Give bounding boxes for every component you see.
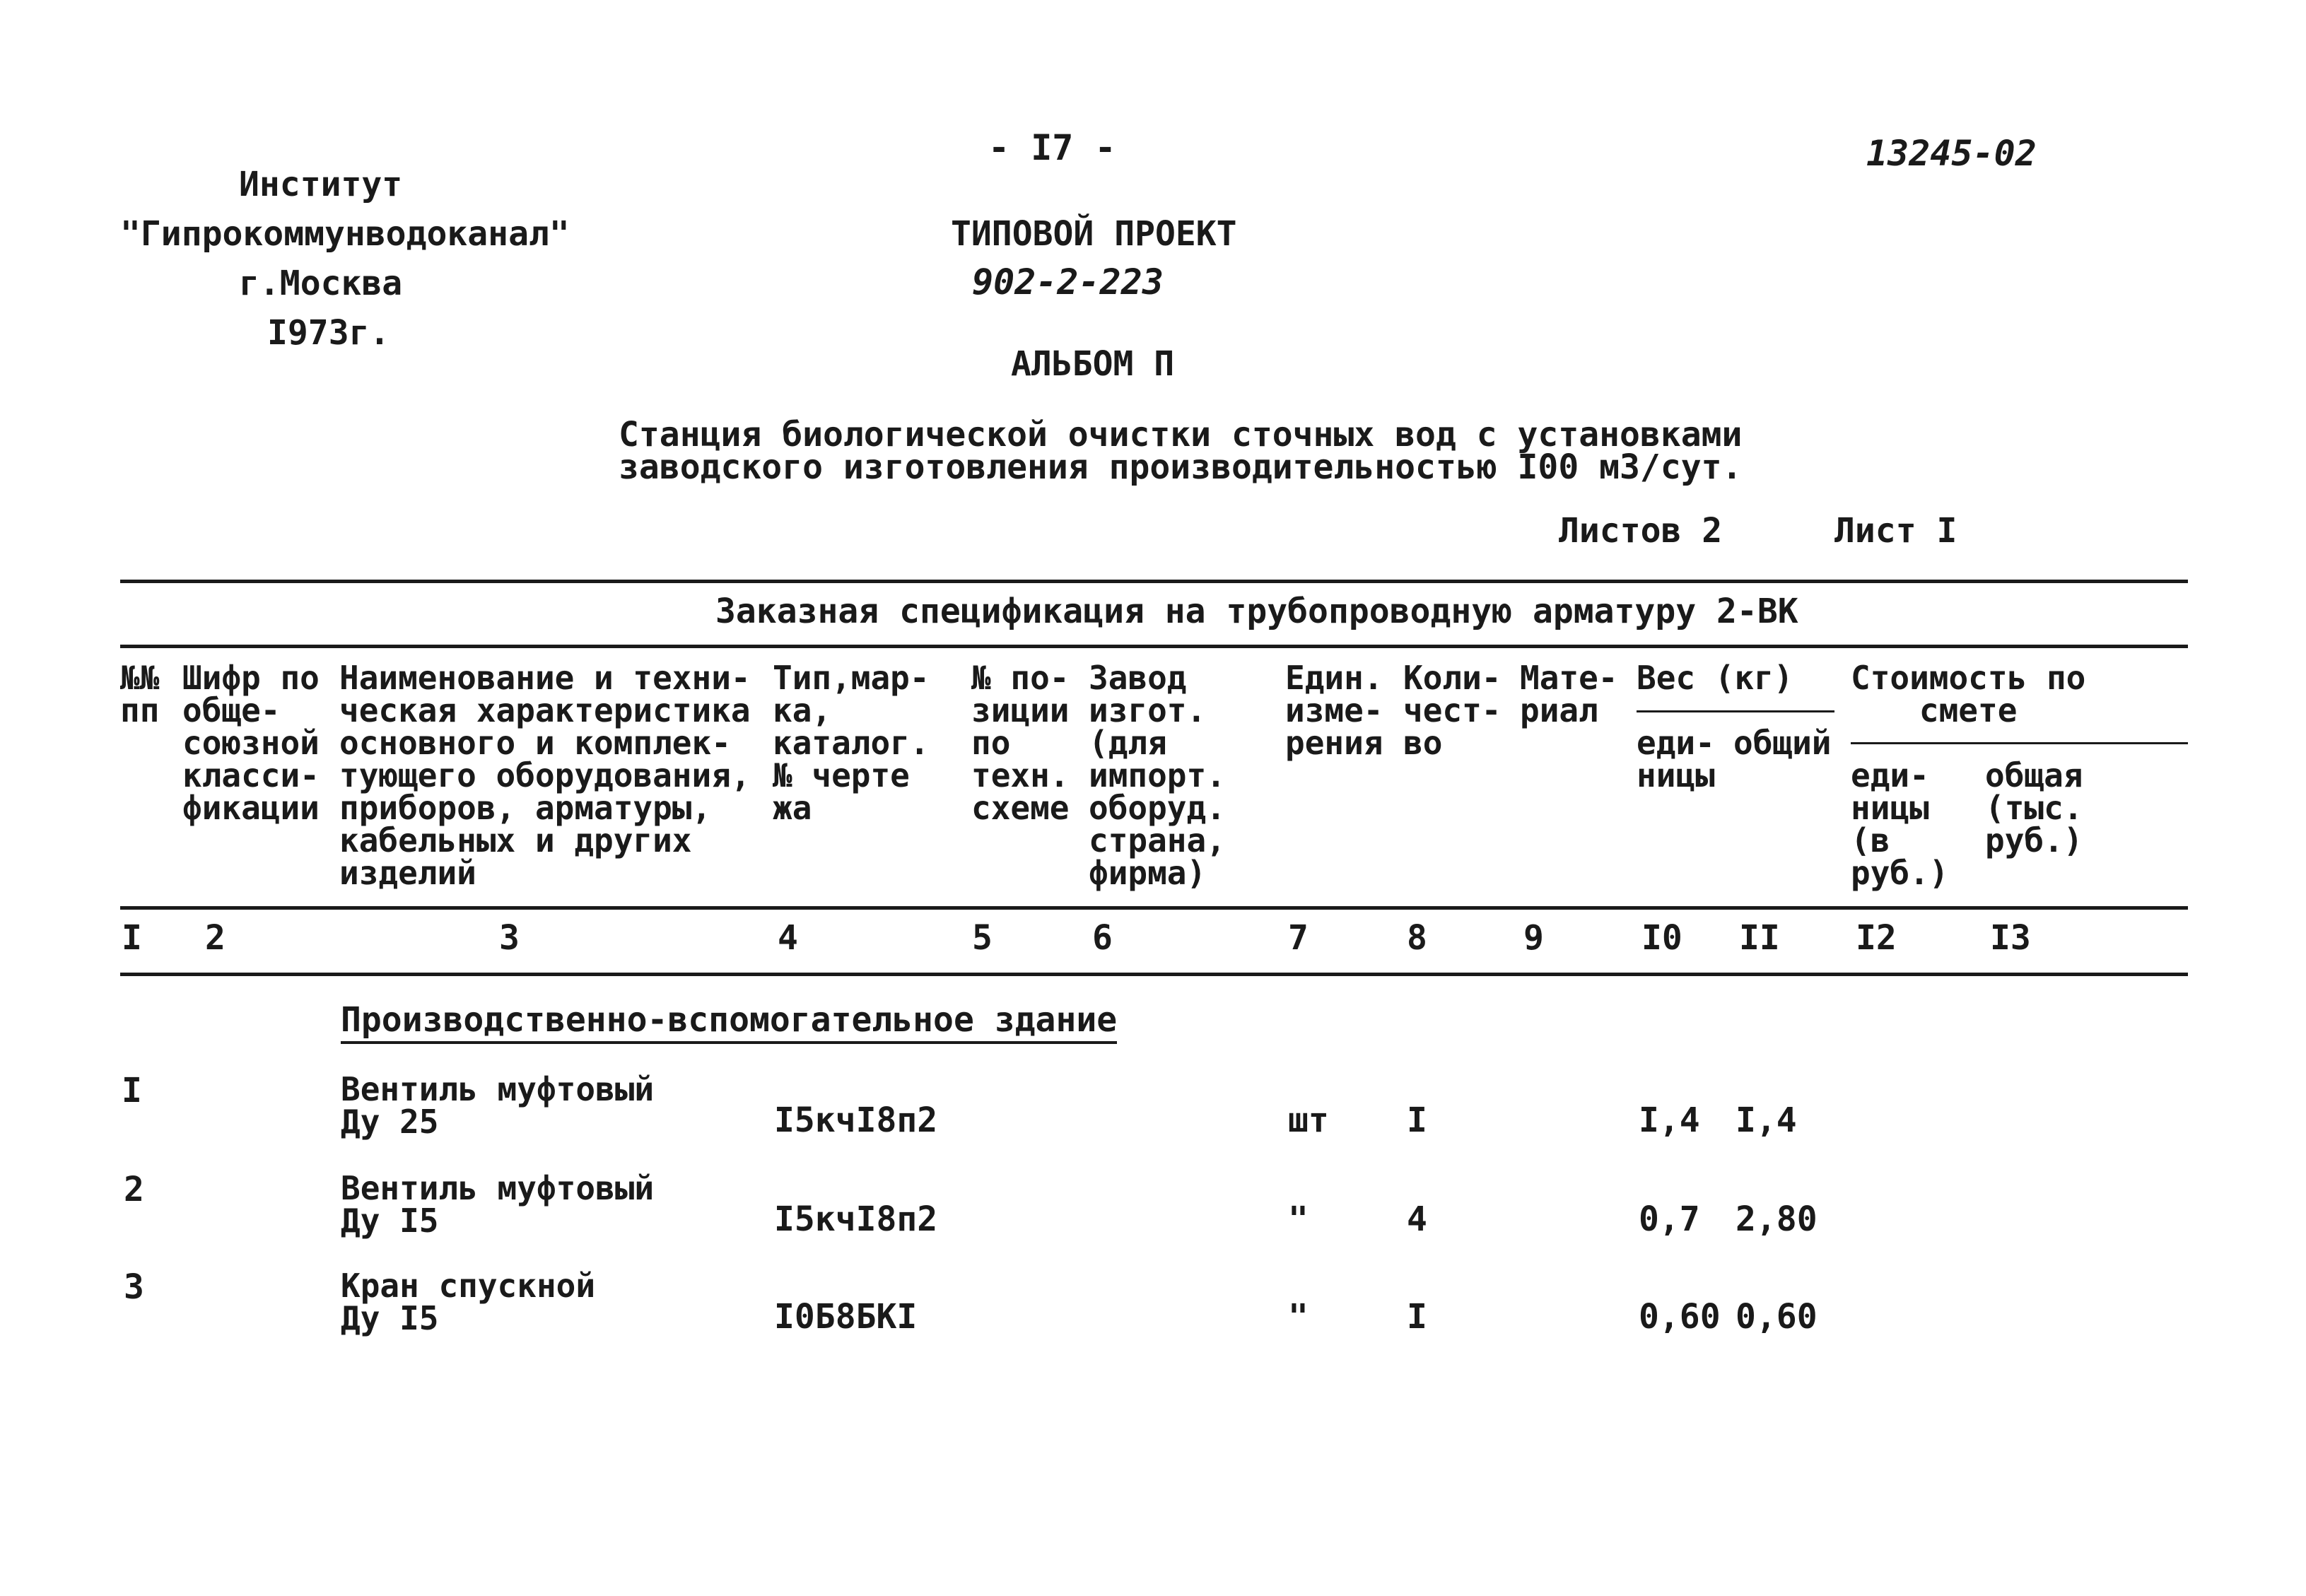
col-number: 9 (1523, 918, 1544, 958)
col-header-position: № по- зиции по техн. схеме (971, 659, 1070, 827)
col-number: 5 (972, 918, 993, 958)
col-header-weight-unit: еди- ницы (1637, 724, 1715, 794)
table-row-1-num: I (122, 1071, 142, 1110)
sheets-total: Листов 2 (1559, 511, 1723, 551)
table-row-2-qty: 4 (1407, 1199, 1427, 1239)
table-row-2-num: 2 (124, 1170, 144, 1209)
col-number: I2 (1856, 918, 1897, 958)
table-row-3-weight-unit: 0,60 (1639, 1297, 1721, 1337)
col-number: 4 (778, 918, 798, 958)
table-row-2-weight-total: 2,80 (1736, 1199, 1818, 1239)
col-number: I (122, 918, 142, 958)
col-header-factory: Завод изгот. (для импорт. оборуд. страна, фирма) (1089, 659, 1226, 892)
col-header-weight: Вес (кг) (1637, 659, 1793, 697)
table-row-1-type: I5кчI8п2 (774, 1101, 938, 1140)
col-number: I3 (1990, 918, 2031, 958)
weight-group-rule (1637, 710, 1834, 712)
col-number: 7 (1288, 918, 1309, 958)
col-header-quantity: Коли- чест- во (1403, 659, 1502, 762)
col-header-material: Мате- риал (1520, 659, 1618, 729)
col-header-code: Шифр по обще- союзной класси- фикации (182, 659, 320, 827)
table-row-3-unit: " (1288, 1297, 1309, 1337)
table-row-1-weight-unit: I,4 (1639, 1101, 1700, 1140)
album-title: АЛЬБОМ П (1011, 344, 1175, 384)
header-bottom-rule (120, 906, 2188, 910)
table-row-2-weight-unit: 0,7 (1639, 1199, 1700, 1239)
project-number: 902-2-223 (972, 262, 1164, 303)
table-row-3-num: 3 (124, 1267, 144, 1307)
table-row-2-name: Вентиль муфтовый Ду I5 (341, 1169, 655, 1240)
col-header-type: Тип,мар- ка, каталог. № черте жа (773, 659, 930, 827)
description-line-1: Станция биологической очистки сточных вод с установками (619, 415, 1743, 454)
institute-line-2: "Гипрокоммунводоканал" (120, 214, 570, 254)
col-header-cost-total: общая (тыс. руб.) (1985, 756, 2083, 859)
cost-group-rule (1851, 742, 2188, 744)
institute-line-4: I973г. (267, 313, 390, 353)
institute-line-1: Институт (239, 165, 403, 204)
column-numbers-rule (120, 973, 2188, 976)
col-header-cost-unit: еди- ницы (в руб.) (1851, 756, 1949, 892)
col-header-num: №№ пп (120, 659, 160, 729)
col-number: 3 (499, 918, 520, 958)
col-header-name: Наименование и техни- ческая характеристика основного и комплек- тующего оборудования, приборов, арматуры, кабельных и других изделий (339, 659, 751, 892)
table-row-1-weight-total: I,4 (1736, 1101, 1797, 1140)
table-row-2-unit: " (1288, 1199, 1309, 1239)
col-number: 2 (205, 918, 226, 958)
col-header-weight-total: общий (1733, 724, 1832, 762)
col-number: 8 (1407, 918, 1427, 958)
table-row-3-qty: I (1407, 1297, 1427, 1337)
document-code: 13245-02 (1866, 133, 2037, 174)
table-row-1-name: Вентиль муфтовый Ду 25 (341, 1070, 655, 1141)
table-top-rule (120, 580, 2188, 583)
table-row-3-type: I0Б8БКI (774, 1297, 918, 1337)
table-row-2-type: I5кчI8п2 (774, 1199, 938, 1239)
project-title: ТИПОВОЙ ПРОЕКТ (951, 214, 1237, 254)
section-title-text: Производственно-вспомогательное здание (341, 1000, 1117, 1044)
table-row-1-unit: шт (1288, 1101, 1329, 1140)
table-row-3-name: Кран спускной Ду I5 (341, 1267, 596, 1337)
table-title: Заказная спецификация на трубопроводную арматуру 2-ВК (715, 592, 1798, 631)
table-row-3-weight-total: 0,60 (1736, 1297, 1818, 1337)
col-header-unit: Един. изме- рения (1285, 659, 1383, 762)
col-header-cost: Стоимость по смете (1851, 659, 2086, 729)
table-title-rule (120, 645, 2188, 648)
col-number: I0 (1641, 918, 1682, 958)
institute-line-3: г.Москва (239, 264, 403, 303)
section-title (341, 1002, 1117, 1038)
description-line-2: заводского изготовления производительностью I00 м3/сут. (619, 447, 1743, 487)
page-number: - I7 - (988, 127, 1116, 168)
col-number: 6 (1092, 918, 1113, 958)
col-number: II (1739, 918, 1780, 958)
table-row-1-qty: I (1407, 1101, 1427, 1140)
sheet-current: Лист I (1834, 511, 1957, 551)
